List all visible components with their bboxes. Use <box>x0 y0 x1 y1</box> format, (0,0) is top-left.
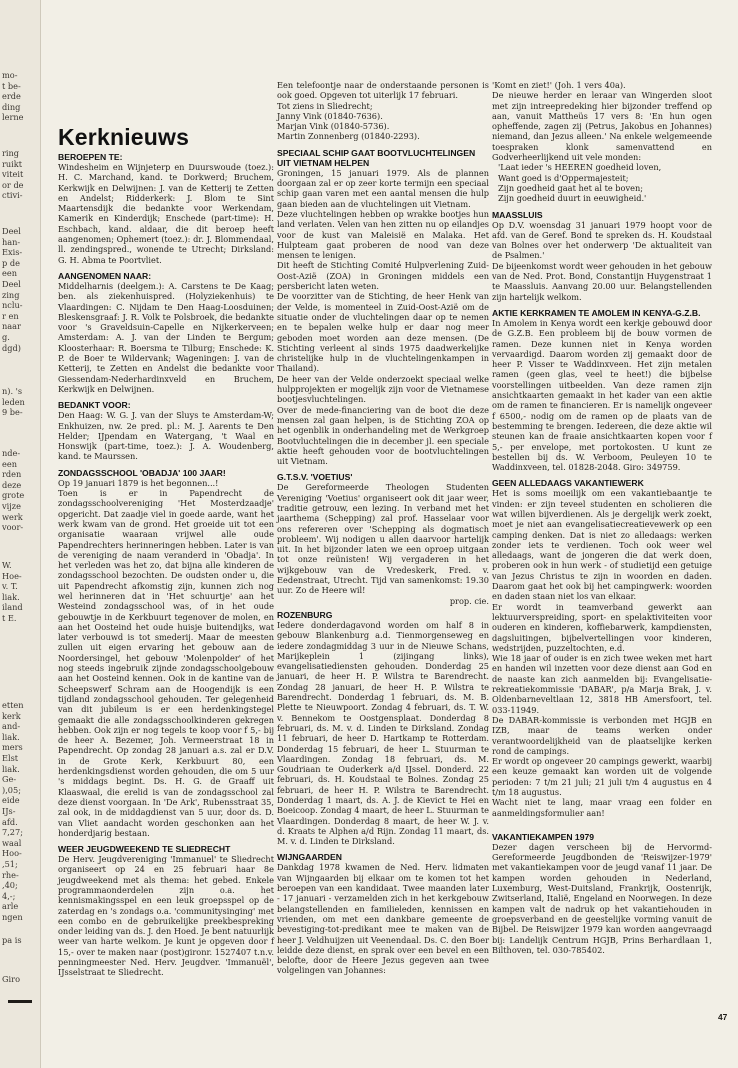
sliedrecht-closing: Tot ziens in Sliedrecht; <box>277 100 373 111</box>
margin-fragment: ngen <box>2 912 23 922</box>
margin-fragment: 9 be- <box>2 407 23 418</box>
margin-fragment: or de <box>2 179 24 190</box>
margin-fragment: mers <box>2 742 23 753</box>
schip-text: Dit heeft de Stichting Comité Hulpverlening Zuid-Oost-Azië (ZOA) in Groningen middels een persbericht laten weten. <box>277 260 489 292</box>
margin-fragment: Elst <box>2 753 19 763</box>
margin-fragment: t E. <box>2 613 17 623</box>
aangenomen-text: Middelharnis (deelgem.): A. Carstens te De Kaag; ben. als ziekenhuispred. (Holyziekenhuis) te Vlaardingen: C. Nijdam te Den Haag-Loosduinen; Bleskensgraaf: J. R. Volk te Polsbroek, die bedankte voor 's Graveldsuin-Capelle en Nijkerkerveen; Amsterdam: A. J. van der Linden te Bergum; Kloosterhaar: R. Boersma te Tilburg; Enschede: K. P. de Boer te Wildervank; Wageningen: J. van de Ketterij, te Zetten en Andelst die bedankte voor Giessendam-Nederhardinxveld en Bruchem, Kerkwijk en Delwijnen. <box>58 280 274 394</box>
margin-fragment: v. T. <box>2 581 18 592</box>
wijngaarden-continued: 'Komt en ziet!' (Joh. 1 vers 40a). <box>492 80 626 90</box>
rozenburg-text: Iedere donderdagavond worden om half 8 in gebouw Blankenburg a.d. Tienmorgenseweg en iedere zondagmiddag 3 uur in de Nieuwe Schans, Marijkeplein 1 (zijingang links), evangelisatiediensten gehouden. Donderdag 25 januari, de heer H. P. Wilstra te Barendrecht. Zondag 28 januari, de heer H. P. Wilstra te Barendrecht. Donderdag 1 februari, ds. M. B. Plette te Nieuwpoort. Zondag 4 februari, ds. T. W. v. Bennekom te Oostgensplaat. Donderdag 8 februari, ds. M. v. d. Linden te Dirksland. Zondag 11 februari, de heer D. Hartkamp te Rotterdam. Donderdag 15 februari, de heer L. Stuurman te Vlaardingen. Zondag 18 februari, ds. M. Goudriaan te Ouderkerk a/d IJssel. Donderd. 22 februari, ds. H. Koudstaal te Bolnes. Zondag 25 februari, de heer H. P. Wilstra te Barendrecht. Donderdag 1 maart, ds. A. J. de Kievict te Hei en Boeicoop. Zondag 4 maart, de heer L. Stuurman te Vlaardingen. Donderdag 8 maart, de heer W. J. v. d. Kraats te Alphen a/d Rijn. Zondag 11 maart, ds. M. v. d. Linden te Dirksland. <box>277 619 489 847</box>
page-title: Kerknieuws <box>58 124 190 150</box>
margin-fragment: 4,-; <box>2 890 16 901</box>
schip-text: Deze vluchtelingen hebben op wrakke bootjes hun land verlaten. Velen van hen zitten nu op eilandjes voor de kust van Maleisië en Malaka. Het Hulpteam gaat proberen de nood van deze mensen te lenigen. <box>277 208 489 261</box>
magazine-page <box>44 0 738 1068</box>
zondagsschool-intro: Op 19 januari 1879 is het begonnen...! <box>58 477 219 488</box>
margin-fragment: n). 's <box>2 386 23 396</box>
beroepen-text: Windesheim en Wijnjeterp en Duurswoude (toez.): H. C. Marchand, kand. te Dorkwerd; Bruchem, Kerkwijk en Delwijnen: J. van de Ketterij te Zetten en Andelst; Ridderkerk: J. Blom te Sint Maartensdijk die bedankte voor Werkendam, Kamerik en Kinderdijk; Enschede (part-time): H. Eschbach, kand. aldaar, die dit beroep heeft aangenomen; Ophemert (toez.): dr. J. Blommendaal, ll. zendingspred., wonende te Utrecht; Dirksland: G. H. Abma te Poortvliet. <box>58 162 274 265</box>
hymn-line: 'Laat ieder 's HEEREN goedheid loven, <box>498 162 662 173</box>
maassluis-text: De bijeenkomst wordt weer gehouden in het gebouw van de Ned. Prot. Bond, Constantijn Huygenstraat 1 te Maassluis. Aanvang 20.00 uur. Belangstellenden zijn hartelijk welkom. <box>492 260 712 302</box>
margin-fragment: Hoe- <box>2 570 22 581</box>
margin-fragment: waal <box>2 837 22 848</box>
margin-rule <box>8 1000 32 1003</box>
margin-fragment: p de <box>2 257 20 268</box>
aktie-text: In Amolem in Kenya wordt een kerkje gebouwd door de G.Z.B. Een probleem bij de bouw vormen de ramen. Deze kunnen niet in Kenya worden vervaardigd. Daarom worden zij gemaakt door de heer P. Visser te Waddinxveen. Het zijn metalen ramen (geen glas, veel te heet!) die bijbelse voorstellingen uitbeelden. Van deze ramen zijn ansichtkaarten gemaakt in het kader van een aktie om de ramen te financieren. Er is namelijk ongeveer f 6500,- nodig om de ramen op de plaats van de bestemming te brengen. Iedereen, die deze aktie wil steunen kan de fraaie ansichtkaarten kopen voor f 5,- per envelope, met portokosten. U kunt ze bestellen bij ds. W. Verboom, Peuleyen 10 te Waddinxveen, tel. 01828-2048. Giro: 349759. <box>492 317 712 473</box>
margin-fragment: pa is <box>2 935 22 945</box>
beroepen-heading: BEROEPEN TE: <box>58 152 123 162</box>
margin-fragment: deze <box>2 479 22 490</box>
sliedrecht-phone-text: Een telefoontje naar de onderstaande personen is ook goed. Opgeven tot uiterlijk 17 februari. <box>277 80 489 101</box>
column-1 <box>58 124 274 978</box>
wijngaarden-heading: WIJNGAARDEN <box>277 852 342 863</box>
vakantiewerk-heading: GEEN ALLEDAAGS VAKANTIEWERK <box>492 478 644 489</box>
margin-fragment: ding <box>2 101 21 112</box>
adjacent-page-margin <box>0 0 41 1068</box>
margin-fragment: viteit <box>2 169 24 180</box>
margin-fragment: etten <box>2 700 24 710</box>
wijngaarden-continued: De nieuwe herder en leraar van Wingerden sloot met zijn intreepredeking hier bijzonder treffend op aan, vanuit Mattheüs 17 vers 8: 'En hun ogen opheffende, zagen zij (Petrus, Jakobus en Johannes) niemand, dan Jezus alleen.' Na enkele welgemeende toespraken klonk samenvattend en Godverheerlijkend uit vele monden: <box>492 90 712 163</box>
margin-fragment: arle <box>2 901 19 912</box>
margin-fragment: zing <box>2 289 20 300</box>
margin-fragment: Exis- <box>2 247 23 258</box>
margin-fragment: r en <box>2 310 19 321</box>
hymn-line: Zijn goedheid gaat het al te boven; <box>498 182 643 193</box>
voetius-signature: prop. cie. <box>449 595 489 606</box>
vakantiekampen-heading: VAKANTIEKAMPEN 1979 <box>492 831 595 842</box>
margin-fragment: t be- <box>2 80 21 91</box>
margin-fragment: nclu- <box>2 300 23 311</box>
schip-text: Over de mede-financiering van de boot die deze mensen zal gaan helpen, is de Stichting ZOA op het ogenblik in onderhandeling met de Werkgroep Bootvluchtelingen die in december jl. een speciale aktie heeft gehouden voor de bootvluchtelingen uit Vietnam. <box>277 404 489 467</box>
margin-fragment: werk <box>2 511 23 522</box>
margin-fragment: afd. <box>2 816 18 827</box>
margin-fragment: Deel <box>2 279 21 289</box>
margin-fragment: and- <box>2 721 21 732</box>
margin-fragment: han- <box>2 236 21 247</box>
margin-fragment: ctivi- <box>2 190 23 201</box>
aktie-heading: AKTIE KERKRAMEN TE AMOLEM IN KENYA-G.Z.B. <box>492 307 701 318</box>
zondagsschool-heading: ZONDAGSSCHOOL 'OBADJA' 100 JAAR! <box>58 467 226 478</box>
vakantiewerk-text: Wie 18 jaar of ouder is en zich twee weken met hart en handen wil inzetten voor deze dienst aan God en de naaste kan zich aanmelden bij: Evangelisatie-rekreatiekommissie 'DABAR', p/a Marja Brak, J. v. Oldenbarneveltlaan 12, 3818 HB Amersfoort, tel. 033-11949. <box>492 653 712 715</box>
margin-fragment: ),05; <box>2 784 21 795</box>
margin-fragment: vijze <box>2 501 21 511</box>
margin-fragment: ,51; <box>2 859 18 869</box>
aangenomen-heading: AANGENOMEN NAAR: <box>58 270 152 281</box>
rozenburg-heading: ROZENBURG <box>277 609 333 620</box>
vakantiewerk-text: Wacht niet te lang, maar vraag een folder en aanmeldingsformulier aan! <box>492 797 712 818</box>
margin-fragment: rhe- <box>2 869 19 880</box>
contact-line: Marjan Vink (01840-5736). <box>277 121 390 132</box>
zondagsschool-text: Toen is er in Papendrecht de zondagsschoolvereniging 'Het Mosterdzaadje' opgericht. Dat zaadje viel in goede aarde, want het werk kwam van de grond. Het groeide uit tot een organisatie waaraan vrijwel alle oude Papendrechters herinneringen hebben. Later is van de vereniging de naam veranderd in 'Obadja'. In het verleden was het zo, dat bijna alle kinderen de zondagsschool bezochten. De oudsten onder u, die uit Papendrecht afkomstig zijn, kunnen zich nog wel herinneren dat in 'Het schuurtje' aan het Westeind zondagsschool was, of in het oude gebouwtje in de Kerkbuurt tegenover de molen, en aan het Oosteind het oude huisje buitendijks, wat later verbouwd is tot smederij. Maar de meesten zullen uit eigen ervaring het gebouw aan de Noordersingel, het gebouw 'Molenpolder' of het nog steeds ingebruik zijnde zondagsschoolgebouw aan het Oosteind kennen. Ook in de kantine van de Scheepswerf Schram aan de Hoogendijk is een tijdland zondagsschool gehouden. Ter gelegenheid van dit jubileum is er een herdenkingstegel gemaakt die alle zondagsschoolkinderen gekregen hebben. Ook zijn er nog tegels te koop voor f 5,- bij de heer A. Bezemer, Joh. Vermeerstraat 18 in Papendrecht. Op zondag 28 januari a.s. zal er D.V. in de Grote Kerk, Kerkbuurt 80, een herdenkingsdienst worden gehouden, die om 5 uur 's middags begint. Ds. H. G. de Graaff uit Klaaswaal, die erelid is van de zondagsschool zal deze dienst voorgaan. In 'De Ark', Rubensstraat 35, zal ook, in de middagdienst van 5 uur, door ds. D. van Vliet aandacht worden geschonken aan het honderdjarig bestaan. <box>58 488 274 838</box>
jeugdweekend-heading: WEER JEUGDWEEKEND TE SLIEDRECHT <box>58 844 231 855</box>
wijngaarden-text: Dankdag 1978 kwamen de Ned. Herv. lidmaten van Wijngaarden bij elkaar om te komen tot het beroepen van een kandidaat. Twee maanden later - 17 januari - verzamelden zich in het kerkgebouw belangstellenden en familieleden, kennissen en vrienden, om met een dankbare gemeente de bevestiging-tot-predikant mee te maken van de heer J. Veldhuijzen uit Veenendaal. Ds. C. den Boer leidde deze dienst, en sprak over een bevel en een belofte, door de Heere Jezus gegeven aan twee volgelingen van Johannes: <box>277 862 489 976</box>
margin-fragment: een <box>2 268 17 279</box>
margin-fragment: een <box>2 458 17 469</box>
schip-heading: SPECIAAL SCHIP GAAT BOOTVLUCHTELINGEN UIT VIETNAM HELPEN <box>277 147 476 168</box>
vakantiekampen-text: Dezer dagen verscheen bij de Hervormd-Gereformeerde Jeugdbonden de 'Reiswijzer-1979' met vakantiekampen voor de jeugd vanaf 11 jaar. De kampen worden gehouden in Nederland, Luxemburg, West-Duitsland, Frankrijk, Oostenrijk, Zwitserland, Italië, Engeland en Noorwegen. In deze kampen valt de nadruk op het vakantiehouden in groepsverband en de geestelijke vorming vanuit de Bijbel. De Reiswijzer 1979 kan worden aangevraagd bij: Landelijk Centrum HGJB, Prins Berhardlaan 1, Bilthoven, tel. 030-785402. <box>492 841 712 955</box>
maassluis-text: Op D.V. woensdag 31 januari 1979 hoopt voor de afd. van de Geref. Bond te spreken ds. H. Koudstaal van Bolnes over het onderwerp 'De aktualiteit van de Psalmen.' <box>492 219 712 261</box>
vakantiewerk-text: Het is soms moeilijk om een vakantiebaantje te vinden: er zijn teveel studenten en scholieren die wat willen bijverdienen. Als je dergelijk werk zoekt, moet je niet aan evangelisatiecreatievewerk op een camping denken. Dat is niet zo alledaags: werken zonder iets te verdienen. Toch ook weer wel alledaags, want de jongeren die dat werk doen, proberen ook in hun werk - of studietijd een getuige van Jezus Christus te zijn in woorden en daden. Daarom gaat het ook bij het campingwerk: woorden en daden staan niet los van elkaar. <box>492 488 712 602</box>
margin-fragment: ,40; <box>2 880 18 891</box>
margin-fragment: grote <box>2 490 25 501</box>
margin-fragment: dgd) <box>2 342 21 353</box>
hymn-line: Zijn goedheid duurt in eeuwigheid.' <box>498 193 647 204</box>
schip-text: Groningen, 15 januari 1979. Als de plannen doorgaan zal er op zeer korte termijn een speciaal schip gaan varen met een aantal mensen die hulp gaan bieden aan de vluchtelingen uit Vietnam. <box>277 167 489 209</box>
margin-fragment: nde- <box>2 448 21 458</box>
voetius-heading: G.T.S.V. 'VOETIUS' <box>277 472 353 483</box>
margin-fragment: kerk <box>2 710 21 721</box>
schip-text: De heer van der Velde onderzoekt speciaal welke hulpprojekten er mogelijk zijn voor de Vietnamese bootjesvluchtelingen. <box>277 373 489 405</box>
margin-fragment: ring <box>2 148 20 158</box>
vakantiewerk-text: Er wordt in teamverband gewerkt aan lektuurverspreiding, sport- en spelaktiviteiten voor ouderen en kinderen, koffiebarwerk, kampdiensten, dagsluitingen, bijbelvertellingen voor kinderen, wedstrijden, puzzeltochten, e.d. <box>492 601 712 653</box>
margin-fragment: iland <box>2 602 23 613</box>
margin-fragment: Hoo- <box>2 848 22 859</box>
margin-fragment: 7,27; <box>2 827 23 838</box>
margin-fragment: naar <box>2 321 21 332</box>
margin-fragment: Ge- <box>2 774 17 785</box>
schip-text: De voorzitter van de Stichting, de heer Henk van der Velde, is momenteel in Zuid-Oost-Azië om de situatie onder de vluchtelingen daar op te nemen en te bepalen welke hulp er daar nog meer geboden moet worden aan deze mensen. (De Stichting verleent al sinds 1975 daadwerkelijke christelijke hulp in de vluchtelingenkampen in Thailand). <box>277 291 489 374</box>
bedankt-heading: BEDANKT VOOR: <box>58 400 131 411</box>
contact-line: Janny Vink (01840-7636). <box>277 110 383 121</box>
margin-fragment: ruikt <box>2 158 23 169</box>
page-number: 47 <box>718 1012 728 1022</box>
contact-line: Martin Zonnenberg (01840-2293). <box>277 131 420 142</box>
margin-fragment: IJs- <box>2 806 16 816</box>
vakantiewerk-text: Er wordt op ongeveer 20 campings gewerkt, waarbij een keuze gemaakt kan worden uit de volgende perioden: 7 t/m 21 juli; 21 juli t/m 4 augustus en 4 t/m 18 augustus. <box>492 756 712 797</box>
margin-fragment: leden <box>2 396 25 407</box>
column-2 <box>277 80 489 976</box>
bedankt-text: Den Haag: W. G. J. van der Sluys te Amsterdam-W; Enkhuizen, nw. 2e pred. pl.: M. J. Aarents te Den Helder; IJpendam en Watergang, 't Waal en Honswijk (part-time, toez.): J. A. Woudenberg, kand. te Maurssen. <box>58 410 274 462</box>
margin-fragment: Giro <box>2 974 21 984</box>
margin-fragment: liak. <box>2 731 20 742</box>
voetius-text: De Gereformeerde Theologen Studenten Vereniging 'Voetius' organiseert ook dit jaar weer, traditie getrouw, een lezing. In verband met het jaarthema (Schepping) zal prof. Hasselaar voor ons refereren over 'Schepping als dogmatisch probleem'. Wij nodigen u allen daarvoor hartelijk uit. In het bijzonder laten we een oproep uitgaan tot onze reünisten! Wij vergaderen in het wijkgebouw van de Vredeskerk, Fred. v. Eedenstraat, Utrecht. Tijd van samenkomst: 19.30 uur. Zo de Heere wil! <box>277 482 489 596</box>
margin-fragment: mo- <box>2 70 18 80</box>
margin-fragment: lerne <box>2 112 24 123</box>
margin-fragment: eide <box>2 795 20 806</box>
margin-fragment: rden <box>2 469 22 480</box>
margin-fragment: Deel <box>2 226 21 236</box>
margin-fragment: erde <box>2 91 21 102</box>
margin-fragment: voor- <box>2 522 24 533</box>
margin-fragment: g. <box>2 332 10 342</box>
hymn-line: Want goed is d'Oppermajesteit; <box>498 172 629 183</box>
margin-fragment: liak. <box>2 591 20 602</box>
jeugdweekend-text: De Herv. Jeugdvereniging 'Immanuel' te Sliedrecht organiseert op 24 en 25 februari haar 8e jeugdweekend met als thema: het gebed. Enkele programmaonderdelen zijn o.a. het kennismakingsspel en een leuk groepsspel op de zaterdag en 's zondags o.a. 'communitysinging' met een combo en de gebruikelijke preekbespreking onder leiding van ds. J. den Hoed. Je bent natuurlijk weer van harte welkom. Je kunt je opgeven door f 15,- over te maken naar (post)gironr. 1527407 t.n.v. penningmeester Ned. Herv. Jeugdver. 'Immanuël', IJsselstraat te Sliedrecht. <box>58 854 274 978</box>
column-3 <box>492 80 712 955</box>
vakantiewerk-text: De DABAR-kommissie is verbonden met HGJB en IZB, maar de teams werken onder verantwoordelijkheid van de plaatselijke kerken rond de campings. <box>492 714 712 756</box>
margin-fragment: liak. <box>2 763 20 774</box>
maassluis-heading: MAASSLUIS <box>492 209 543 220</box>
margin-fragment: W. <box>2 560 12 570</box>
